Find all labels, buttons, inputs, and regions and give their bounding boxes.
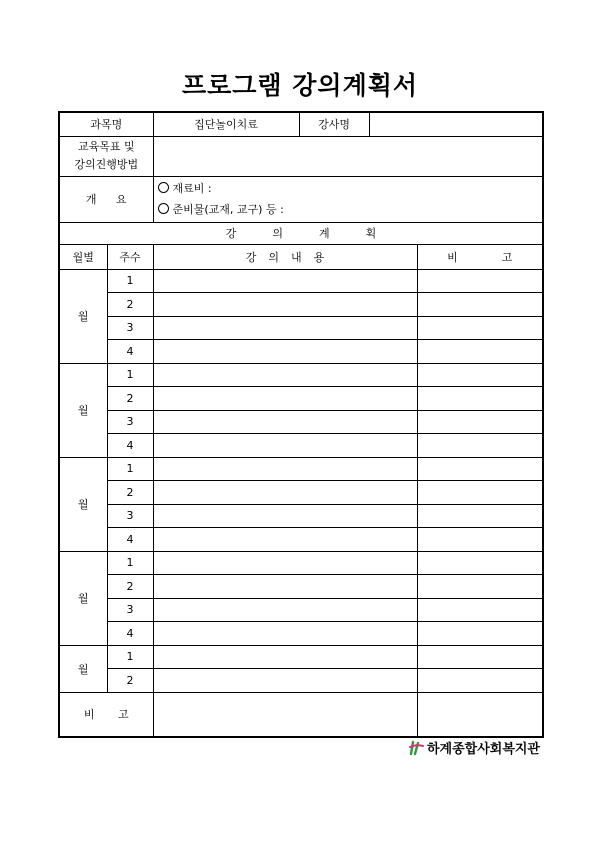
objectives-value[interactable]: [153, 136, 543, 176]
page-title: 프로그램 강의계획서: [181, 71, 419, 100]
overview-item-materials-cost: 재료비 :: [158, 178, 543, 199]
week-row: [59, 598, 543, 622]
note-cell[interactable]: [417, 363, 543, 387]
overview-item-supplies: 준비물(교재, 교구) 등 :: [158, 199, 543, 220]
month-label[interactable]: 월: [59, 457, 107, 551]
week-number: 2: [107, 669, 153, 693]
lecture-content-cell[interactable]: [153, 481, 417, 505]
lecture-content-cell[interactable]: [153, 340, 417, 364]
note-cell[interactable]: [417, 598, 543, 622]
lecture-content-cell[interactable]: [153, 528, 417, 552]
lecture-content-cell[interactable]: [153, 434, 417, 458]
overview-label: 개 요: [59, 176, 153, 222]
note-column-header: 비 고: [417, 244, 543, 269]
week-number: 1: [107, 457, 153, 481]
note-cell[interactable]: [417, 528, 543, 552]
week-row: [59, 410, 543, 434]
lecture-content-cell[interactable]: [153, 387, 417, 411]
subject-value[interactable]: 집단놀이치료: [153, 112, 299, 136]
week-row: [59, 434, 543, 458]
month-label[interactable]: 월: [59, 363, 107, 457]
week-number: 3: [107, 598, 153, 622]
overview-value[interactable]: [153, 176, 543, 222]
week-number: 2: [107, 481, 153, 505]
week-number: 4: [107, 622, 153, 646]
week-row: [59, 457, 543, 481]
lecture-content-cell[interactable]: [153, 551, 417, 575]
month-label[interactable]: 월: [59, 645, 107, 692]
week-row: [59, 645, 543, 669]
content-column-header: 강 의 내 용: [153, 244, 417, 269]
note-cell[interactable]: [417, 387, 543, 411]
note-cell[interactable]: [417, 504, 543, 528]
week-row: [59, 551, 543, 575]
week-row: [59, 481, 543, 505]
organization-name: 하계종합사회복지관: [426, 742, 540, 757]
lecture-plan-table: [58, 111, 544, 738]
lecture-content-cell[interactable]: [153, 622, 417, 646]
organization-logo-icon: [409, 740, 425, 756]
remarks-content[interactable]: [153, 692, 417, 737]
note-cell[interactable]: [417, 481, 543, 505]
week-row: [59, 669, 543, 693]
note-cell[interactable]: [417, 434, 543, 458]
lecture-content-cell[interactable]: [153, 504, 417, 528]
note-cell[interactable]: [417, 669, 543, 693]
subject-label: 과목명: [59, 112, 153, 136]
week-number: 3: [107, 316, 153, 340]
lecture-content-cell[interactable]: [153, 669, 417, 693]
week-row: [59, 269, 543, 293]
week-number: 3: [107, 504, 153, 528]
note-cell[interactable]: [417, 645, 543, 669]
month-label[interactable]: 월: [59, 269, 107, 363]
circle-bullet-icon: [158, 182, 169, 193]
week-number: 1: [107, 645, 153, 669]
objectives-label: 교육목표 및 강의진행방법: [59, 136, 153, 176]
week-number: 4: [107, 528, 153, 552]
note-cell[interactable]: [417, 551, 543, 575]
month-column-header: 월별: [59, 244, 107, 269]
lecture-content-cell[interactable]: [153, 598, 417, 622]
week-row: [59, 504, 543, 528]
note-cell[interactable]: [417, 269, 543, 293]
week-number: 2: [107, 575, 153, 599]
week-row: [59, 293, 543, 317]
organization-footer: [409, 738, 540, 757]
month-label[interactable]: 월: [59, 551, 107, 645]
week-row: [59, 363, 543, 387]
circle-bullet-icon: [158, 203, 169, 214]
note-cell[interactable]: [417, 410, 543, 434]
week-number: 3: [107, 410, 153, 434]
lecture-content-cell[interactable]: [153, 457, 417, 481]
note-cell[interactable]: [417, 575, 543, 599]
week-row: [59, 622, 543, 646]
week-row: [59, 316, 543, 340]
week-row: [59, 340, 543, 364]
week-row: [59, 528, 543, 552]
lecture-content-cell[interactable]: [153, 269, 417, 293]
remarks-note[interactable]: [417, 692, 543, 737]
week-number: 2: [107, 387, 153, 411]
note-cell[interactable]: [417, 316, 543, 340]
note-cell[interactable]: [417, 293, 543, 317]
lecture-content-cell[interactable]: [153, 645, 417, 669]
week-column-header: 주수: [107, 244, 153, 269]
lecture-content-cell[interactable]: [153, 316, 417, 340]
week-row: [59, 387, 543, 411]
instructor-label: 강사명: [299, 112, 369, 136]
week-number: 4: [107, 340, 153, 364]
lecture-content-cell[interactable]: [153, 363, 417, 387]
week-number: 1: [107, 269, 153, 293]
remarks-label: 비 고: [59, 692, 153, 737]
lecture-content-cell[interactable]: [153, 410, 417, 434]
note-cell[interactable]: [417, 340, 543, 364]
instructor-value[interactable]: [369, 112, 543, 136]
week-number: 2: [107, 293, 153, 317]
week-row: [59, 575, 543, 599]
note-cell[interactable]: [417, 622, 543, 646]
note-cell[interactable]: [417, 457, 543, 481]
week-number: 1: [107, 551, 153, 575]
lecture-content-cell[interactable]: [153, 293, 417, 317]
week-number: 4: [107, 434, 153, 458]
lecture-plan-header: 강 의 계 획: [59, 222, 543, 244]
lecture-content-cell[interactable]: [153, 575, 417, 599]
week-number: 1: [107, 363, 153, 387]
